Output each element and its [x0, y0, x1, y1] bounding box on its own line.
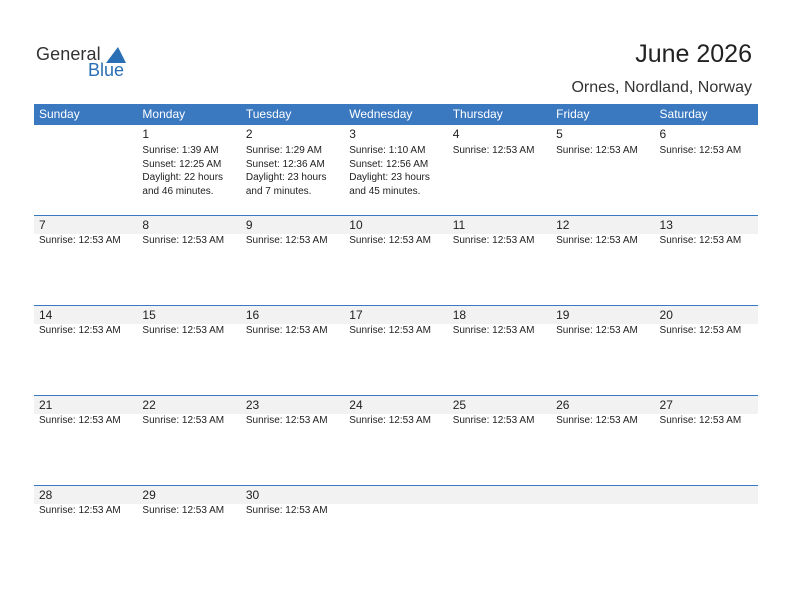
- day-cell: [448, 125, 551, 215]
- day-number: 1: [142, 127, 150, 141]
- day-info-line: Sunrise: 12:53 AM: [349, 415, 431, 426]
- day-number: [344, 485, 447, 504]
- day-info: [142, 324, 240, 338]
- day-number: 25: [448, 395, 551, 414]
- day-cell: [241, 305, 344, 395]
- day-info: [246, 324, 344, 338]
- day-number: 23: [241, 395, 344, 414]
- day-info-line: Sunrise: 12:53 AM: [556, 415, 638, 426]
- day-info: [39, 324, 137, 338]
- day-info: [349, 234, 447, 248]
- day-number: 21: [34, 395, 137, 414]
- day-info-line: Sunrise: 12:53 AM: [452, 235, 535, 246]
- day-info-line: Sunset: 12:56 AM: [349, 158, 429, 170]
- day-info-line: Daylight: 22 hours: [142, 172, 224, 183]
- day-cell: [34, 485, 137, 575]
- day-info-line: Sunrise: 12:53 AM: [142, 235, 225, 246]
- day-number: 30: [241, 485, 344, 504]
- day-cell: [448, 485, 551, 575]
- weeks-container: [34, 125, 758, 575]
- day-cell: [448, 305, 551, 395]
- day-cell: [551, 395, 654, 485]
- day-cell: [344, 485, 447, 575]
- day-info-line: and 7 minutes.: [245, 185, 312, 197]
- day-number: 2: [245, 127, 253, 141]
- week-days: [34, 305, 758, 395]
- day-info-line: Sunrise: 12:53 AM: [142, 415, 225, 426]
- day-number: [34, 125, 137, 144]
- day-info-line: Sunrise: 1:29 AM: [245, 145, 322, 156]
- day-cell: [655, 395, 758, 485]
- weekday-wednesday: Wednesday: [349, 107, 413, 121]
- day-cell: [137, 215, 240, 305]
- day-cell: [655, 485, 758, 575]
- day-info-line: Sunrise: 12:53 AM: [556, 145, 638, 156]
- day-info-line: Daylight: 23 hours: [349, 172, 430, 183]
- day-info: [556, 324, 654, 338]
- day-info: [39, 234, 137, 248]
- day-cell: [137, 395, 240, 485]
- day-cell: [655, 125, 758, 215]
- day-info: [556, 414, 654, 428]
- day-info-line: Sunrise: 12:53 AM: [349, 235, 431, 246]
- day-cell: [551, 125, 654, 215]
- day-info-line: Sunrise: 12:53 AM: [245, 415, 328, 426]
- day-info: [453, 144, 551, 158]
- day-info-line: Sunrise: 12:53 AM: [142, 505, 225, 516]
- week-row: [34, 305, 758, 395]
- day-info-line: Sunrise: 12:53 AM: [659, 235, 742, 246]
- week-days: [34, 215, 758, 305]
- day-number: 5: [556, 127, 563, 141]
- day-info: [142, 234, 240, 248]
- week-row: [34, 215, 758, 305]
- day-info-line: Sunrise: 12:53 AM: [39, 235, 121, 246]
- day-info-line: Daylight: 23 hours: [245, 172, 327, 183]
- day-info: [660, 144, 758, 158]
- day-number: [655, 485, 758, 504]
- day-number: 14: [34, 305, 137, 324]
- day-info: [453, 234, 551, 248]
- day-info-line: Sunrise: 12:53 AM: [659, 325, 742, 336]
- day-cell: [448, 395, 551, 485]
- day-info-line: Sunrise: 12:53 AM: [39, 505, 121, 516]
- location-subtitle: Ornes, Nordland, Norway: [571, 79, 752, 96]
- day-number: 29: [137, 485, 240, 504]
- week-row: [34, 485, 758, 575]
- day-cell: [448, 215, 551, 305]
- day-info-line: Sunrise: 1:10 AM: [349, 145, 426, 156]
- day-info: [39, 414, 137, 428]
- day-info-line: Sunrise: 12:53 AM: [556, 325, 638, 336]
- day-info: [660, 414, 758, 428]
- day-cell: [34, 215, 137, 305]
- day-info: [142, 414, 240, 428]
- day-cell: [34, 125, 137, 215]
- day-cell: [655, 215, 758, 305]
- day-info-line: Sunrise: 12:53 AM: [452, 145, 535, 156]
- day-number: 26: [551, 395, 654, 414]
- day-number: 8: [137, 215, 240, 234]
- day-info: [246, 144, 344, 198]
- logo-blue-text: Blue: [88, 60, 125, 80]
- day-cell: [241, 485, 344, 575]
- day-info: [142, 504, 240, 518]
- day-number: 11: [448, 215, 551, 234]
- day-cell: [241, 215, 344, 305]
- day-info: [349, 324, 447, 338]
- day-cell: [551, 305, 654, 395]
- day-info-line: Sunrise: 12:53 AM: [245, 505, 328, 516]
- day-info-line: Sunrise: 12:53 AM: [39, 325, 121, 336]
- day-info: [349, 144, 447, 198]
- day-info-line: Sunrise: 12:53 AM: [659, 415, 742, 426]
- day-info-line: and 45 minutes.: [349, 185, 421, 197]
- day-info: [246, 504, 344, 518]
- day-info-line: Sunrise: 12:53 AM: [245, 235, 328, 246]
- day-number: 13: [655, 215, 758, 234]
- day-info: [246, 414, 344, 428]
- day-number: [551, 485, 654, 504]
- day-info-line: Sunrise: 12:53 AM: [142, 325, 225, 336]
- week-days: [34, 395, 758, 485]
- day-info: [556, 234, 654, 248]
- day-number: [448, 485, 551, 504]
- day-cell: [137, 125, 240, 215]
- day-info-line: Sunrise: 12:53 AM: [349, 325, 431, 336]
- day-cell: [344, 125, 447, 215]
- day-number: 6: [659, 127, 667, 141]
- day-cell: [344, 395, 447, 485]
- week-days: [34, 485, 758, 575]
- weekday-monday: Monday: [142, 107, 186, 121]
- day-info: [453, 414, 551, 428]
- logo-general-text: General: [36, 44, 101, 64]
- day-info-line: Sunrise: 12:53 AM: [39, 415, 121, 426]
- day-cell: [241, 395, 344, 485]
- day-info: [660, 324, 758, 338]
- day-number: 22: [137, 395, 240, 414]
- day-info-line: and 46 minutes.: [142, 185, 214, 197]
- weekday-header: [34, 104, 758, 125]
- day-info-line: Sunrise: 12:53 AM: [556, 235, 638, 246]
- page-title: June 2026: [635, 40, 752, 68]
- day-cell: [551, 215, 654, 305]
- day-cell: [655, 305, 758, 395]
- weekday-sunday: Sunday: [39, 107, 80, 121]
- day-info: [660, 234, 758, 248]
- day-number: 7: [34, 215, 137, 234]
- day-info: [142, 144, 240, 198]
- day-info-line: Sunset: 12:25 AM: [142, 158, 222, 170]
- day-number: 12: [551, 215, 654, 234]
- week-row: [34, 395, 758, 485]
- day-number: 20: [655, 305, 758, 324]
- day-info-line: Sunrise: 1:39 AM: [142, 145, 219, 156]
- weekday-friday: Friday: [556, 107, 590, 121]
- day-cell: [34, 305, 137, 395]
- day-info: [349, 414, 447, 428]
- week-days: [34, 125, 758, 215]
- day-info-line: Sunrise: 12:53 AM: [452, 325, 535, 336]
- day-number: 3: [349, 127, 356, 141]
- weekday-tuesday: Tuesday: [245, 107, 292, 121]
- day-number: 15: [137, 305, 240, 324]
- day-info-line: Sunrise: 12:53 AM: [659, 145, 742, 156]
- day-number: 10: [344, 215, 447, 234]
- day-number: 18: [448, 305, 551, 324]
- day-info: [556, 144, 654, 158]
- day-number: 24: [344, 395, 447, 414]
- day-number: 16: [241, 305, 344, 324]
- day-number: 9: [241, 215, 344, 234]
- day-cell: [34, 395, 137, 485]
- weekday-thursday: Thursday: [452, 107, 503, 121]
- day-number: 19: [551, 305, 654, 324]
- day-number: 17: [344, 305, 447, 324]
- day-info-line: Sunrise: 12:53 AM: [452, 415, 535, 426]
- day-info-line: Sunset: 12:36 AM: [245, 158, 325, 170]
- day-info-line: Sunrise: 12:53 AM: [245, 325, 328, 336]
- day-cell: [344, 305, 447, 395]
- day-number: 28: [34, 485, 137, 504]
- day-cell: [344, 215, 447, 305]
- day-cell: [241, 125, 344, 215]
- day-number: 4: [452, 127, 460, 141]
- day-info: [246, 234, 344, 248]
- day-cell: [137, 485, 240, 575]
- day-cell: [137, 305, 240, 395]
- calendar-grid: [34, 104, 758, 575]
- week-row: [34, 125, 758, 215]
- day-cell: [551, 485, 654, 575]
- logo: [36, 44, 136, 80]
- day-info: [39, 504, 137, 518]
- day-number: 27: [655, 395, 758, 414]
- day-info: [453, 324, 551, 338]
- weekday-saturday: Saturday: [659, 107, 708, 121]
